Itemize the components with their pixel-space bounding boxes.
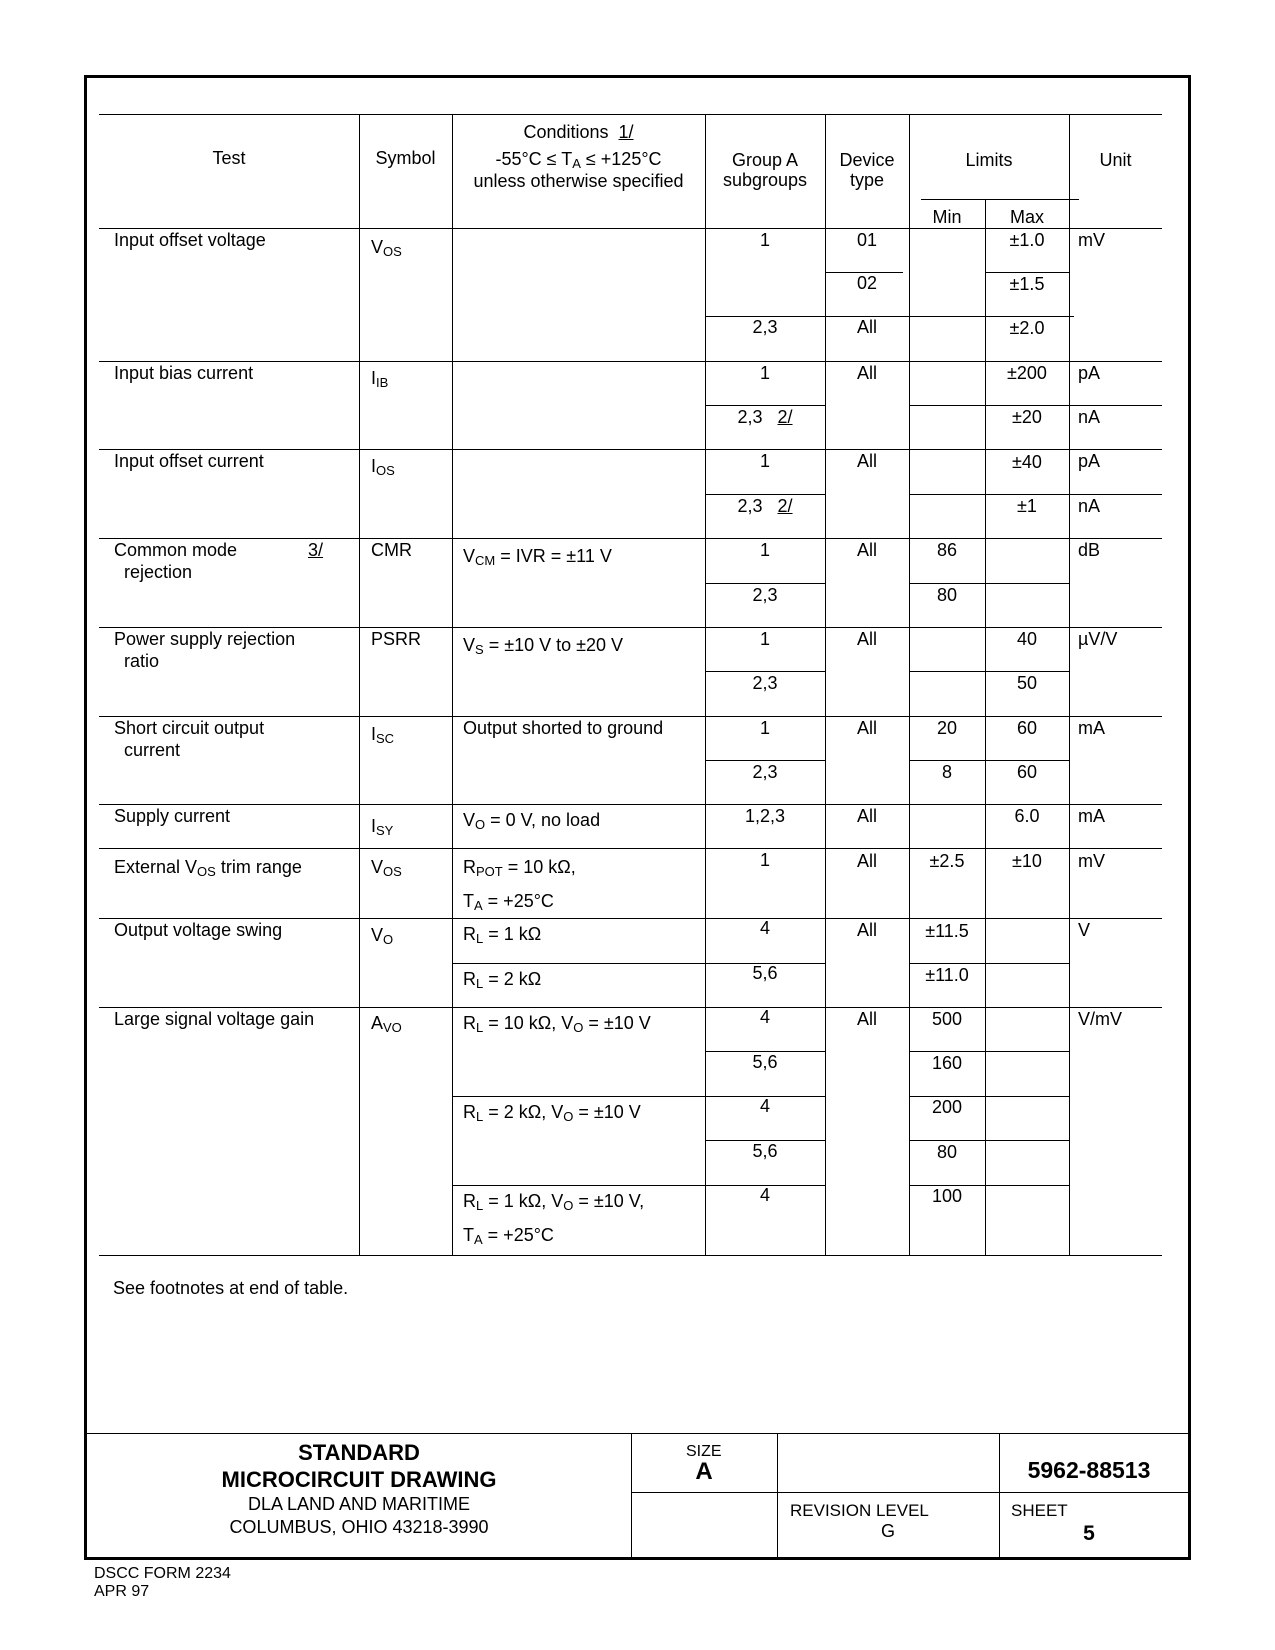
row-rule: [909, 583, 1069, 584]
row-rule: [909, 1140, 1069, 1141]
min-cell: 80: [936, 585, 958, 605]
max-cell: ±40: [1012, 452, 1042, 472]
unit-cell: V: [1078, 920, 1091, 940]
symbol: $I_{SY}$: [371, 816, 394, 838]
row-rule: [909, 671, 1069, 672]
min-cell: 200: [931, 1097, 963, 1117]
unit-cell: pA: [1078, 451, 1101, 471]
max-cell: ±2.0: [1009, 318, 1045, 338]
header-bottom-rule: [99, 228, 1162, 229]
symbol: $V_O$: [371, 925, 394, 947]
row-rule: [705, 405, 825, 406]
test-label-cont: rejection: [124, 562, 193, 582]
header-type: type: [849, 170, 885, 190]
min-cell: 8: [941, 762, 952, 782]
max-cell: ±1.5: [1009, 274, 1045, 294]
form-date: APR 97: [94, 1583, 150, 1600]
condition: $R_L = 1$ kΩ: [463, 924, 542, 946]
condition: $R_L = 2$ kΩ, $V_O = \pm 10$ V: [463, 1102, 641, 1124]
row-rule: [909, 1051, 1069, 1052]
min-cell: 86: [936, 540, 958, 560]
condition-cont: $T_A = +25^\circ C$: [463, 891, 554, 913]
header-limits: Limits: [965, 150, 1013, 170]
min-cell: ±11.5: [925, 921, 969, 941]
footnote-ref: 2/: [777, 407, 793, 427]
table-bottom-rule: [99, 1255, 1162, 1256]
device-cell: All: [856, 540, 877, 560]
unit-cell: µV/V: [1078, 629, 1118, 649]
row-rule: [99, 716, 1162, 717]
unit-cell: nA: [1078, 496, 1101, 516]
symbol: $I_{IB}$: [371, 368, 389, 390]
row-rule: [99, 627, 1162, 628]
header-conditions: Conditions 1/: [523, 122, 634, 142]
row-rule: [909, 760, 1069, 761]
row-rule: [705, 583, 825, 584]
max-cell: ±10: [1012, 851, 1042, 871]
condition: $V_O = 0$ V, no load: [463, 810, 601, 832]
footnote-ref: 3/: [308, 540, 324, 560]
group-a-cell: 2,3 2/: [737, 496, 793, 516]
sheet-value: 5: [1083, 1522, 1095, 1545]
header-subgroups: subgroups: [722, 170, 808, 190]
title-agency: DLA LAND AND MARITIME: [247, 1494, 471, 1514]
group-a-cell: 5,6: [752, 1052, 778, 1072]
condition: $R_L = 2$ kΩ: [463, 969, 542, 991]
row-rule: [99, 449, 1162, 450]
footnote-text: See footnotes at end of table.: [113, 1278, 349, 1298]
column-rule: [359, 114, 360, 1255]
min-cell: 80: [936, 1142, 958, 1162]
max-cell: 40: [1016, 629, 1038, 649]
symbol: $A_{VO}$: [371, 1013, 402, 1035]
max-cell: ±20: [1012, 407, 1042, 427]
test-label: Common mode: [114, 540, 238, 560]
max-cell: 60: [1016, 718, 1038, 738]
test-label: Supply current: [114, 806, 231, 826]
device-cell: All: [856, 1009, 877, 1029]
footnote-ref: 1/: [618, 122, 634, 142]
row-rule: [705, 760, 825, 761]
test-label: Power supply rejection: [114, 629, 296, 649]
row-rule: [99, 538, 1162, 539]
test-label-cont: current: [124, 740, 181, 760]
unit-cell: mA: [1078, 718, 1105, 738]
max-cell: 6.0: [1014, 806, 1040, 826]
group-a-cell: 1: [759, 540, 770, 560]
symbol: $V_{OS}$: [371, 237, 402, 259]
row-rule: [705, 494, 825, 495]
drawing-number: 5962-88513: [1027, 1457, 1151, 1483]
header-unit: Unit: [1099, 150, 1132, 170]
column-rule: [1069, 114, 1070, 1255]
device-cell: All: [856, 363, 877, 383]
condition-cont: $T_A = +25^\circ C$: [463, 1225, 554, 1247]
condition: $R_{POT} = 10$ kΩ,: [463, 857, 576, 879]
header-min: Min: [932, 207, 962, 227]
test-label: Large signal voltage gain: [114, 1009, 315, 1029]
device-cell: All: [856, 920, 877, 940]
symbol: CMR: [371, 540, 412, 560]
row-rule: [909, 494, 1162, 495]
group-a-cell: 4: [759, 1007, 770, 1027]
group-a-cell: 5,6: [752, 963, 778, 983]
header-unless: unless otherwise specified: [473, 171, 684, 191]
header-temp-range: $-55^\circ C \le T_A \le +125^\circ C$: [495, 149, 662, 171]
test-label: Input offset voltage: [114, 230, 266, 250]
header-group-a: Group A: [731, 150, 799, 170]
group-a-cell: 1: [759, 629, 770, 649]
device-cell: All: [856, 317, 877, 337]
row-rule: [909, 963, 1069, 964]
limits-subheader-rule: [921, 199, 1079, 200]
condition: $R_L = 10$ kΩ, $V_O = \pm 10$ V: [463, 1013, 651, 1035]
group-a-cell: 1: [759, 718, 770, 738]
unit-cell: mV: [1078, 851, 1105, 871]
group-a-cell: 4: [759, 1185, 770, 1205]
unit-cell: V/mV: [1078, 1009, 1123, 1029]
device-cell: 02: [856, 273, 878, 293]
title-block-mid-rule: [631, 1492, 1188, 1493]
footnote-ref: 2/: [777, 496, 793, 516]
unit-cell: mV: [1078, 230, 1105, 250]
group-a-cell: 2,3: [752, 762, 778, 782]
max-cell: 60: [1016, 762, 1038, 782]
row-rule: [99, 361, 1162, 362]
min-cell: 100: [931, 1186, 963, 1206]
column-rule: [452, 114, 453, 1255]
title-microcircuit: MICROCIRCUIT DRAWING: [221, 1467, 497, 1492]
size-label: SIZE: [686, 1443, 722, 1460]
unit-cell: nA: [1078, 407, 1101, 427]
device-cell: 01: [856, 230, 878, 250]
group-a-cell: 1: [759, 850, 770, 870]
test-label: Output voltage swing: [114, 920, 283, 940]
min-cell: ±11.0: [925, 965, 969, 985]
group-a-cell: 2,3 2/: [737, 407, 793, 427]
condition: $V_{CM}$ = IVR = ±11 V: [463, 546, 612, 568]
max-cell: ±1: [1017, 496, 1037, 516]
row-rule: [99, 1007, 1162, 1008]
unit-cell: dB: [1078, 540, 1101, 560]
group-a-cell: 2,3: [752, 673, 778, 693]
symbol: PSRR: [371, 629, 422, 649]
device-cell: All: [856, 629, 877, 649]
group-a-cell: 1,2,3: [744, 806, 786, 826]
table-top-rule: [99, 114, 1162, 115]
row-rule: [909, 405, 1162, 406]
title-block-rule: [631, 1433, 632, 1557]
test-label: External $V_{OS}$ trim range: [114, 857, 302, 879]
header-device: Device: [839, 150, 895, 170]
max-cell: ±1.0: [1009, 230, 1045, 250]
symbol: $V_{OS}$: [371, 857, 402, 879]
group-a-cell: 4: [759, 1096, 770, 1116]
header-symbol: Symbol: [375, 148, 436, 168]
row-rule: [99, 918, 1162, 919]
test-label: Short circuit output: [114, 718, 265, 738]
min-cell: 500: [931, 1009, 963, 1029]
group-a-cell: 1: [759, 451, 770, 471]
device-cell: All: [856, 806, 877, 826]
test-label: Input bias current: [114, 363, 254, 383]
max-cell: ±200: [1007, 363, 1047, 383]
symbol: $I_{SC}$: [371, 724, 395, 746]
group-a-cell: 1: [759, 230, 770, 250]
test-label: Input offset current: [114, 451, 264, 471]
title-standard: STANDARD: [298, 1440, 420, 1465]
header-test: Test: [212, 148, 246, 168]
column-rule: [909, 114, 910, 1255]
min-cell: 20: [936, 718, 958, 738]
group-a-cell: 4: [759, 918, 770, 938]
group-a-cell: 5,6: [752, 1141, 778, 1161]
condition: $R_L = 1$ kΩ, $V_O = \pm 10$ V,: [463, 1191, 645, 1213]
sheet-label: SHEET: [1011, 1501, 1068, 1520]
symbol: $I_{OS}$: [371, 456, 395, 478]
condition: Output shorted to ground: [463, 718, 664, 738]
title-block-top-rule: [87, 1433, 1188, 1434]
row-rule: [99, 848, 1162, 849]
revision-level-value: G: [880, 1521, 895, 1541]
device-cell: All: [856, 851, 877, 871]
min-cell: 160: [931, 1053, 963, 1073]
row-rule: [705, 671, 825, 672]
revision-level-label: REVISION LEVEL: [790, 1501, 929, 1520]
title-address: COLUMBUS, OHIO 43218-3990: [229, 1517, 489, 1537]
unit-cell: pA: [1078, 363, 1101, 383]
form-number: DSCC FORM 2234: [94, 1565, 231, 1582]
device-cell: All: [856, 718, 877, 738]
unit-cell: mA: [1078, 806, 1105, 826]
group-a-cell: 2,3: [752, 317, 778, 337]
size-value: A: [695, 1458, 713, 1485]
row-rule: [99, 804, 1162, 805]
header-max: Max: [1009, 207, 1044, 227]
row-rule: [985, 272, 1069, 273]
min-cell: ±2.5: [929, 851, 965, 871]
group-a-cell: 1: [759, 363, 770, 383]
test-label-cont: ratio: [124, 651, 160, 671]
condition: $V_S = \pm 10$ V to ±20 V: [463, 635, 624, 657]
group-a-cell: 2,3: [752, 585, 778, 605]
device-cell: All: [856, 451, 877, 471]
max-cell: 50: [1016, 673, 1038, 693]
